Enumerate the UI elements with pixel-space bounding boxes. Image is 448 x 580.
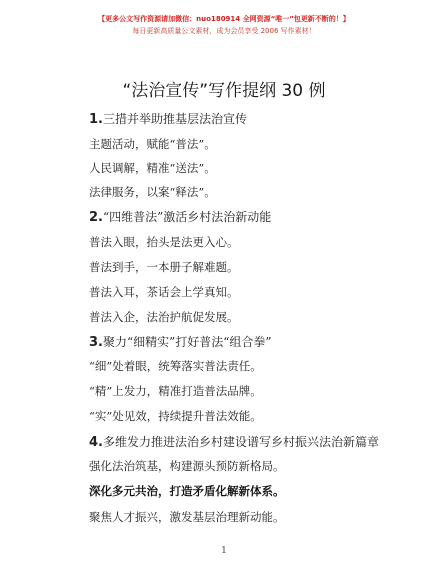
document-title: “法治宣传”写作提纲 30 例 xyxy=(122,81,326,101)
section-number: 2. xyxy=(89,210,103,225)
section-heading-text: 三措并举助推基层法治宣传 xyxy=(102,112,247,126)
promo-banner-line-1: 【更多公文写作资源请加微信：nuo180914 全网资源“唯一”包更新不断的！】 xyxy=(98,15,350,23)
body-line: “精”上发力，精准打造普法品牌。 xyxy=(89,384,262,398)
promo-banner-line-2: 每日更新高质量公文素材，成为会员享受 2006 写作素材！ xyxy=(132,27,316,35)
section-heading xyxy=(89,209,271,226)
body-line: 普法入耳，茶话会上学真知。 xyxy=(89,285,239,299)
body-line: 普法入企，法治护航促发展。 xyxy=(89,310,239,324)
body-line: 普法到手，一本册子解难题。 xyxy=(89,260,239,274)
body-line: 普法入眼，抬头是法更入心。 xyxy=(89,235,239,249)
body-line: 强化法治筑基，构建源头预防新格局。 xyxy=(89,459,285,473)
body-line-emphasis: 深化多元共治，打造矛盾化解新体系。 xyxy=(89,484,285,498)
section-heading-text: “四维普法”激活乡村法治新动能 xyxy=(102,210,272,224)
section-number: 1. xyxy=(89,112,103,127)
section-heading xyxy=(89,334,272,351)
body-line: 主题活动，赋能“普法”。 xyxy=(89,137,216,151)
body-line: “细”处着眼，统筹落实普法责任。 xyxy=(89,359,262,373)
section-heading xyxy=(89,111,247,128)
body-line: 法律服务，以案“释法”。 xyxy=(89,185,216,199)
body-line: “实”处见效，持续提升普法效能。 xyxy=(89,409,262,423)
section-number: 3. xyxy=(89,335,103,350)
section-number: 4. xyxy=(89,435,103,450)
page-number: 1 xyxy=(221,546,227,556)
section-heading-text: 多维发力推进法治乡村建设谱写乡村振兴法治新篇章 xyxy=(102,435,379,449)
body-line: 人民调解，精准“送法”。 xyxy=(89,161,216,175)
section-heading-text: 聚力“细精实”打好普法“组合拳” xyxy=(102,335,272,349)
body-line: 聚焦人才振兴，激发基层治理新动能。 xyxy=(89,510,285,524)
section-heading xyxy=(89,434,379,451)
